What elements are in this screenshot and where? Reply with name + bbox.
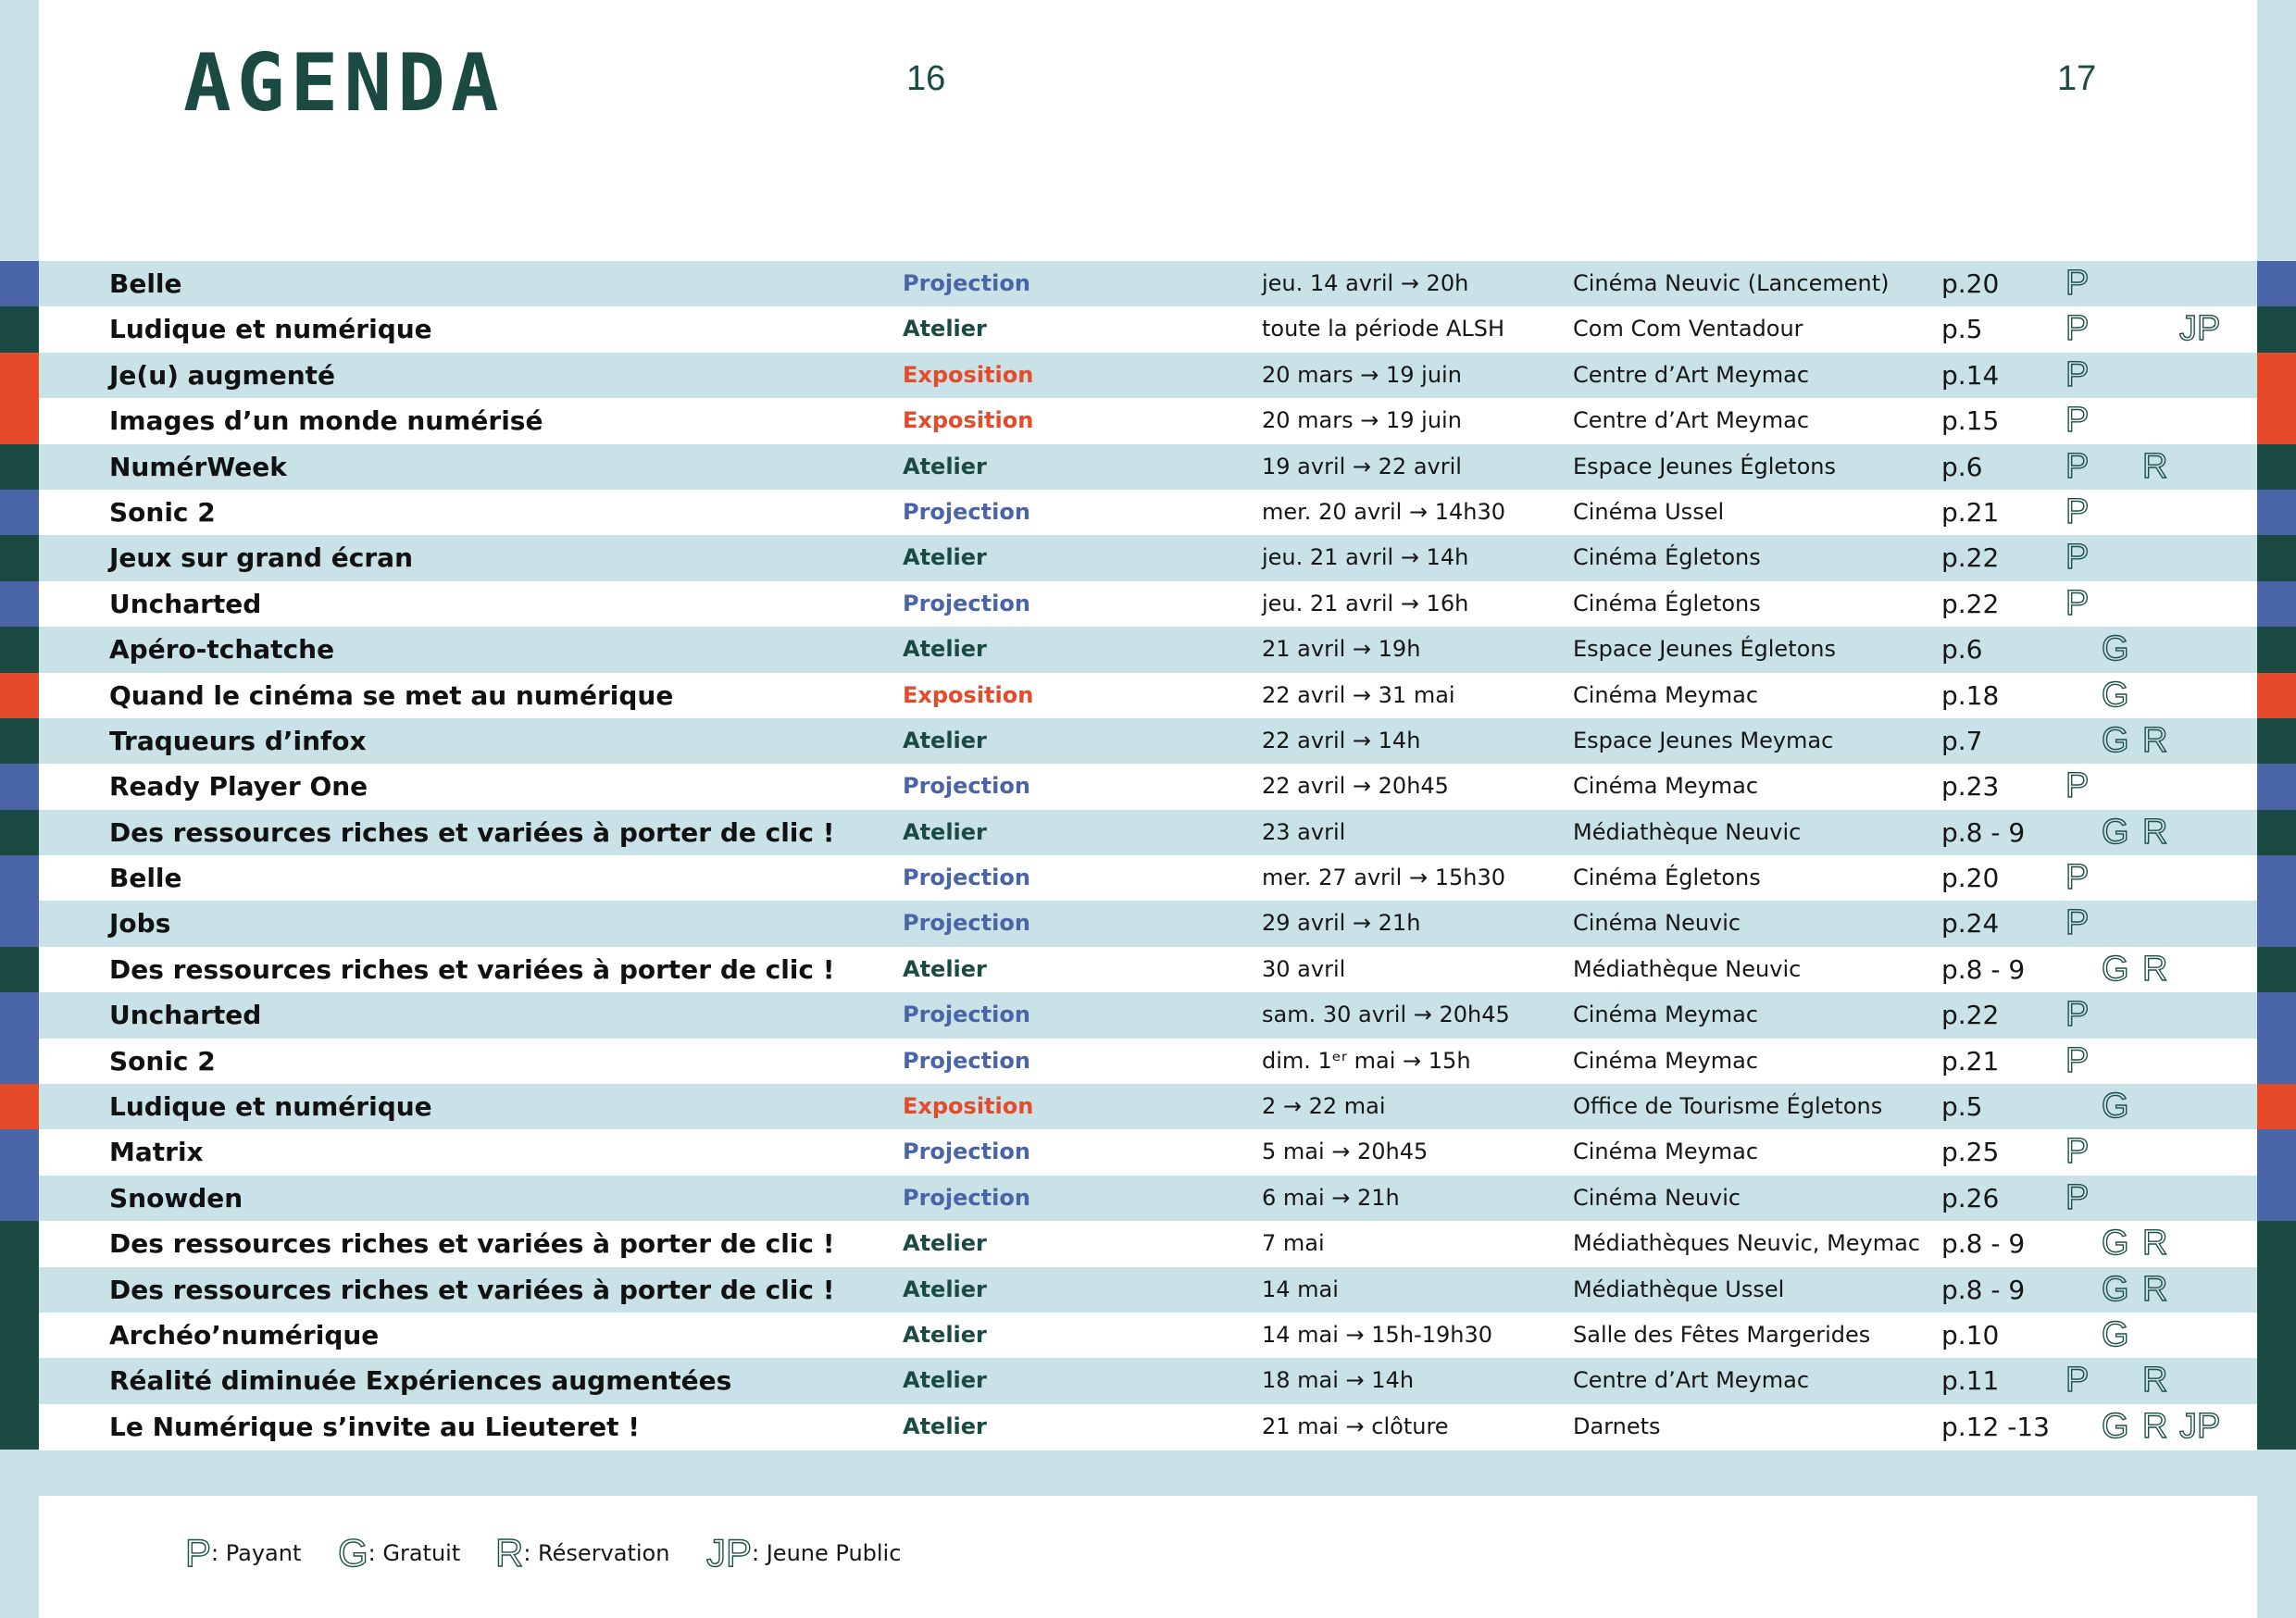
event-type: Exposition bbox=[903, 361, 1034, 388]
g-icon: G bbox=[2102, 675, 2129, 715]
type-strip-left bbox=[0, 992, 39, 1038]
event-type: Projection bbox=[903, 773, 1030, 800]
type-strip-right bbox=[2257, 1176, 2296, 1221]
event-title: Matrix bbox=[109, 1137, 204, 1168]
type-strip-left bbox=[0, 855, 39, 901]
event-title: Réalité diminuée Expériences augmentées bbox=[109, 1365, 732, 1397]
legend-item bbox=[706, 1526, 901, 1578]
page-number-right: 17 bbox=[2057, 59, 2097, 98]
event-date: 14 mai bbox=[1262, 1276, 1339, 1302]
type-strip-right bbox=[2257, 1221, 2296, 1266]
p-icon: P bbox=[185, 1531, 212, 1574]
row-band bbox=[39, 901, 2257, 946]
event-date: 21 mai → clôture bbox=[1262, 1413, 1449, 1439]
p-icon: P bbox=[2065, 264, 2090, 303]
r-icon: R bbox=[2142, 1406, 2168, 1446]
event-page: p.8 - 9 bbox=[1941, 953, 2026, 985]
row-band bbox=[39, 992, 2257, 1038]
type-strip-right bbox=[2257, 306, 2296, 352]
table-row bbox=[0, 1404, 2296, 1450]
r-icon: R bbox=[2142, 446, 2168, 486]
event-date: mer. 20 avril → 14h30 bbox=[1262, 498, 1506, 525]
event-place: Centre d’Art Meymac bbox=[1573, 1367, 1810, 1394]
event-page: p.20 bbox=[1941, 863, 2000, 894]
event-type: Exposition bbox=[903, 1093, 1034, 1120]
r-icon: R bbox=[2142, 1269, 2168, 1309]
table-row bbox=[0, 444, 2296, 490]
event-place: Cinéma Neuvic bbox=[1573, 1184, 1741, 1211]
table-row bbox=[0, 947, 2296, 992]
r-icon: R bbox=[495, 1531, 524, 1574]
table-row bbox=[0, 398, 2296, 443]
event-type: Projection bbox=[903, 1047, 1030, 1074]
type-strip-left bbox=[0, 947, 39, 992]
event-date: 5 mai → 20h45 bbox=[1262, 1139, 1429, 1165]
p-icon: P bbox=[2065, 355, 2090, 394]
event-place: Cinéma Meymac bbox=[1573, 1047, 1759, 1074]
event-title: Apéro-tchatche bbox=[109, 634, 335, 666]
legend-item bbox=[495, 1526, 669, 1578]
legend-item bbox=[338, 1526, 460, 1578]
table-row bbox=[0, 1084, 2296, 1129]
type-strip-right bbox=[2257, 261, 2296, 306]
type-strip-left bbox=[0, 581, 39, 627]
event-title: Des ressources riches et variées à porter de clic ! bbox=[109, 1274, 835, 1305]
event-place: Centre d’Art Meymac bbox=[1573, 407, 1810, 434]
row-band bbox=[39, 627, 2257, 672]
event-page: p.12 -13 bbox=[1941, 1411, 2050, 1442]
event-page: p.8 - 9 bbox=[1941, 816, 2026, 848]
type-strip-left bbox=[0, 1267, 39, 1313]
event-date: 20 mars → 19 juin bbox=[1262, 407, 1462, 434]
event-place: Darnets bbox=[1573, 1413, 1661, 1439]
event-place: Cinéma Égletons bbox=[1573, 544, 1761, 571]
event-date: 29 avril → 21h bbox=[1262, 910, 1421, 937]
event-title: Quand le cinéma se met au numérique bbox=[109, 679, 674, 711]
table-row bbox=[0, 1176, 2296, 1221]
type-strip-left bbox=[0, 627, 39, 672]
type-strip-left bbox=[0, 1313, 39, 1358]
p-icon: P bbox=[2065, 858, 2090, 898]
table-row bbox=[0, 810, 2296, 855]
type-strip-right bbox=[2257, 353, 2296, 398]
event-type: Atelier bbox=[903, 1321, 987, 1348]
event-place: Médiathèque Neuvic bbox=[1573, 818, 1802, 845]
r-icon: R bbox=[2142, 1361, 2168, 1400]
event-title: Uncharted bbox=[109, 588, 262, 619]
event-date: 22 avril → 31 mai bbox=[1262, 681, 1455, 708]
type-strip-left bbox=[0, 398, 39, 443]
event-type: Atelier bbox=[903, 1413, 987, 1439]
event-type: Atelier bbox=[903, 818, 987, 845]
p-icon: P bbox=[2065, 1361, 2090, 1400]
type-strip-left bbox=[0, 1404, 39, 1450]
event-date: dim. 1ᵉʳ mai → 15h bbox=[1262, 1047, 1471, 1074]
event-title: Je(u) augmenté bbox=[109, 359, 336, 391]
event-place: Espace Jeunes Égletons bbox=[1573, 453, 1837, 479]
p-icon: P bbox=[2065, 538, 2090, 578]
type-strip-left bbox=[0, 1039, 39, 1084]
event-place: Cinéma Meymac bbox=[1573, 1002, 1759, 1028]
p-icon: P bbox=[2065, 492, 2090, 531]
table-row bbox=[0, 1221, 2296, 1266]
table-row bbox=[0, 901, 2296, 946]
type-strip-left bbox=[0, 1176, 39, 1221]
type-strip-left bbox=[0, 1358, 39, 1403]
event-place: Médiathèque Ussel bbox=[1573, 1276, 1785, 1302]
event-place: Médiathèques Neuvic, Meymac bbox=[1573, 1230, 1921, 1257]
event-type: Atelier bbox=[903, 316, 987, 342]
event-page: p.26 bbox=[1941, 1182, 2000, 1214]
event-place: Espace Jeunes Meymac bbox=[1573, 727, 1834, 753]
type-strip-right bbox=[2257, 947, 2296, 992]
page-title: AGENDA bbox=[183, 37, 505, 130]
g-icon: G bbox=[2102, 1406, 2129, 1446]
type-strip-right bbox=[2257, 718, 2296, 764]
legend-label: : Payant bbox=[211, 1540, 302, 1566]
page-number-left: 16 bbox=[906, 59, 946, 98]
legend-label: : Gratuit bbox=[368, 1540, 461, 1566]
event-type: Projection bbox=[903, 590, 1030, 616]
table-row bbox=[0, 535, 2296, 580]
table-row bbox=[0, 992, 2296, 1038]
event-date: toute la période ALSH bbox=[1262, 316, 1505, 342]
event-place: Cinéma Égletons bbox=[1573, 590, 1761, 616]
p-icon: P bbox=[2065, 995, 2090, 1035]
legend-label: : Jeune Public bbox=[752, 1540, 902, 1566]
event-title: Ludique et numérique bbox=[109, 1091, 432, 1123]
type-strip-left bbox=[0, 261, 39, 306]
event-type: Projection bbox=[903, 270, 1030, 296]
row-band bbox=[39, 1176, 2257, 1221]
type-strip-right bbox=[2257, 1267, 2296, 1313]
r-icon: R bbox=[2142, 949, 2168, 989]
type-strip-right bbox=[2257, 992, 2296, 1038]
type-strip-right bbox=[2257, 901, 2296, 946]
type-strip-right bbox=[2257, 855, 2296, 901]
event-title: Jeux sur grand écran bbox=[109, 542, 414, 574]
p-icon: P bbox=[2065, 766, 2090, 806]
g-icon: G bbox=[2102, 1224, 2129, 1263]
event-type: Projection bbox=[903, 1139, 1030, 1165]
event-type: Projection bbox=[903, 865, 1030, 891]
table-row bbox=[0, 1313, 2296, 1358]
event-page: p.20 bbox=[1941, 268, 2000, 299]
event-type: Atelier bbox=[903, 955, 987, 982]
event-type: Atelier bbox=[903, 727, 987, 753]
event-page: p.25 bbox=[1941, 1137, 2000, 1168]
table-row bbox=[0, 261, 2296, 306]
legend-label: : Réservation bbox=[523, 1540, 670, 1566]
event-date: 20 mars → 19 juin bbox=[1262, 361, 1462, 388]
event-date: jeu. 14 avril → 20h bbox=[1262, 270, 1469, 296]
event-page: p.22 bbox=[1941, 588, 2000, 619]
g-icon: G bbox=[2102, 720, 2129, 760]
type-strip-left bbox=[0, 764, 39, 809]
p-icon: P bbox=[2065, 903, 2090, 943]
r-icon: R bbox=[2142, 1224, 2168, 1263]
event-page: p.14 bbox=[1941, 359, 2000, 391]
type-strip-right bbox=[2257, 764, 2296, 809]
type-strip-left bbox=[0, 1129, 39, 1175]
event-page: p.22 bbox=[1941, 542, 2000, 574]
event-page: p.10 bbox=[1941, 1319, 2000, 1350]
event-place: Office de Tourisme Égletons bbox=[1573, 1093, 1883, 1120]
table-row bbox=[0, 855, 2296, 901]
type-strip-left bbox=[0, 901, 39, 946]
event-title: Belle bbox=[109, 863, 182, 894]
type-strip-left bbox=[0, 306, 39, 352]
event-type: Atelier bbox=[903, 1230, 987, 1257]
event-title: Uncharted bbox=[109, 1000, 262, 1031]
type-strip-left bbox=[0, 1221, 39, 1266]
event-place: Com Com Ventadour bbox=[1573, 316, 1803, 342]
event-place: Cinéma Égletons bbox=[1573, 865, 1761, 891]
event-place: Espace Jeunes Égletons bbox=[1573, 636, 1837, 663]
type-strip-right bbox=[2257, 1084, 2296, 1129]
event-date: 22 avril → 20h45 bbox=[1262, 773, 1449, 800]
event-type: Projection bbox=[903, 1002, 1030, 1028]
type-strip-right bbox=[2257, 1039, 2296, 1084]
event-page: p.18 bbox=[1941, 679, 2000, 711]
event-type: Exposition bbox=[903, 407, 1034, 434]
row-band bbox=[39, 718, 2257, 764]
event-type: Atelier bbox=[903, 1367, 987, 1394]
type-strip-left bbox=[0, 444, 39, 490]
p-icon: P bbox=[2065, 583, 2090, 623]
r-icon: R bbox=[2142, 720, 2168, 760]
event-place: Centre d’Art Meymac bbox=[1573, 361, 1810, 388]
table-row bbox=[0, 1267, 2296, 1313]
table-row bbox=[0, 306, 2296, 352]
table-row bbox=[0, 1129, 2296, 1175]
event-place: Cinéma Neuvic (Lancement) bbox=[1573, 270, 1890, 296]
event-type: Atelier bbox=[903, 636, 987, 663]
type-strip-left bbox=[0, 535, 39, 580]
p-icon: P bbox=[2065, 401, 2090, 441]
type-strip-right bbox=[2257, 1313, 2296, 1358]
type-strip-left bbox=[0, 718, 39, 764]
jp-icon: JP bbox=[706, 1531, 753, 1574]
event-page: p.6 bbox=[1941, 451, 1983, 482]
jp-icon: JP bbox=[2179, 309, 2221, 349]
table-row bbox=[0, 627, 2296, 672]
event-page: p.21 bbox=[1941, 496, 2000, 528]
event-place: Cinéma Meymac bbox=[1573, 773, 1759, 800]
event-title: Belle bbox=[109, 268, 182, 299]
table-row bbox=[0, 490, 2296, 535]
type-strip-left bbox=[0, 1084, 39, 1129]
event-title: Snowden bbox=[109, 1182, 243, 1214]
event-date: 23 avril bbox=[1262, 818, 1346, 845]
event-page: p.7 bbox=[1941, 725, 1983, 756]
g-icon: G bbox=[2102, 1269, 2129, 1309]
type-strip-right bbox=[2257, 490, 2296, 535]
type-strip-left bbox=[0, 810, 39, 855]
r-icon: R bbox=[2142, 812, 2168, 852]
event-date: 21 avril → 19h bbox=[1262, 636, 1421, 663]
g-icon: G bbox=[338, 1531, 368, 1574]
event-place: Cinéma Meymac bbox=[1573, 1139, 1759, 1165]
type-strip-left bbox=[0, 673, 39, 718]
event-date: jeu. 21 avril → 14h bbox=[1262, 544, 1469, 571]
table-row bbox=[0, 1039, 2296, 1084]
row-band bbox=[39, 261, 2257, 306]
event-page: p.22 bbox=[1941, 1000, 2000, 1031]
event-date: 6 mai → 21h bbox=[1262, 1184, 1400, 1211]
event-date: jeu. 21 avril → 16h bbox=[1262, 590, 1469, 616]
event-title: NumérWeek bbox=[109, 451, 287, 482]
event-page: p.8 - 9 bbox=[1941, 1274, 2026, 1305]
event-type: Atelier bbox=[903, 453, 987, 479]
event-title: Des ressources riches et variées à porter de clic ! bbox=[109, 816, 835, 848]
event-type: Projection bbox=[903, 1184, 1030, 1211]
event-page: p.15 bbox=[1941, 405, 2000, 437]
table-row bbox=[0, 353, 2296, 398]
event-date: 7 mai bbox=[1262, 1230, 1325, 1257]
event-place: Cinéma Ussel bbox=[1573, 498, 1725, 525]
event-date: 18 mai → 14h bbox=[1262, 1367, 1415, 1394]
type-strip-right bbox=[2257, 1358, 2296, 1403]
event-type: Atelier bbox=[903, 1276, 987, 1302]
event-page: p.8 - 9 bbox=[1941, 1228, 2026, 1260]
event-title: Jobs bbox=[109, 908, 171, 940]
type-strip-right bbox=[2257, 810, 2296, 855]
event-page: p.6 bbox=[1941, 634, 1983, 666]
p-icon: P bbox=[2065, 1177, 2090, 1217]
event-title: Ready Player One bbox=[109, 771, 368, 803]
event-title: Images d’un monde numérisé bbox=[109, 405, 543, 437]
agenda-table bbox=[0, 261, 2296, 1450]
type-strip-right bbox=[2257, 1404, 2296, 1450]
p-icon: P bbox=[2065, 1132, 2090, 1172]
g-icon: G bbox=[2102, 629, 2129, 669]
event-date: 30 avril bbox=[1262, 955, 1346, 982]
legend-item bbox=[185, 1526, 301, 1578]
event-place: Cinéma Meymac bbox=[1573, 681, 1759, 708]
event-type: Exposition bbox=[903, 681, 1034, 708]
event-date: 19 avril → 22 avril bbox=[1262, 453, 1462, 479]
p-icon: P bbox=[2065, 309, 2090, 349]
type-strip-right bbox=[2257, 673, 2296, 718]
g-icon: G bbox=[2102, 812, 2129, 852]
event-title: Des ressources riches et variées à porter de clic ! bbox=[109, 1228, 835, 1260]
event-page: p.24 bbox=[1941, 908, 2000, 940]
event-title: Des ressources riches et variées à porter de clic ! bbox=[109, 953, 835, 985]
event-title: Sonic 2 bbox=[109, 496, 216, 528]
event-page: p.5 bbox=[1941, 1091, 1983, 1123]
type-strip-right bbox=[2257, 581, 2296, 627]
table-row bbox=[0, 581, 2296, 627]
jp-icon: JP bbox=[2179, 1406, 2221, 1446]
event-title: Archéo’numérique bbox=[109, 1319, 380, 1350]
event-title: Sonic 2 bbox=[109, 1045, 216, 1077]
event-date: 22 avril → 14h bbox=[1262, 727, 1421, 753]
footer-band bbox=[39, 1450, 2257, 1496]
type-strip-right bbox=[2257, 627, 2296, 672]
event-place: Médiathèque Neuvic bbox=[1573, 955, 1802, 982]
type-strip-right bbox=[2257, 444, 2296, 490]
table-row bbox=[0, 1358, 2296, 1403]
event-place: Salle des Fêtes Margerides bbox=[1573, 1321, 1871, 1348]
type-strip-left bbox=[0, 490, 39, 535]
event-type: Projection bbox=[903, 498, 1030, 525]
event-date: mer. 27 avril → 15h30 bbox=[1262, 865, 1506, 891]
event-date: 2 → 22 mai bbox=[1262, 1093, 1386, 1120]
row-band bbox=[39, 353, 2257, 398]
event-page: p.5 bbox=[1941, 314, 1983, 345]
table-row bbox=[0, 718, 2296, 764]
event-title: Ludique et numérique bbox=[109, 314, 432, 345]
type-strip-right bbox=[2257, 1129, 2296, 1175]
event-type: Projection bbox=[903, 910, 1030, 937]
table-row bbox=[0, 673, 2296, 718]
g-icon: G bbox=[2102, 1087, 2129, 1126]
event-page: p.23 bbox=[1941, 771, 2000, 803]
g-icon: G bbox=[2102, 1314, 2129, 1354]
event-title: Le Numérique s’invite au Lieuteret ! bbox=[109, 1411, 641, 1442]
type-strip-left bbox=[0, 353, 39, 398]
row-band bbox=[39, 444, 2257, 490]
event-date: 14 mai → 15h-19h30 bbox=[1262, 1321, 1492, 1348]
event-date: sam. 30 avril → 20h45 bbox=[1262, 1002, 1510, 1028]
event-place: Cinéma Neuvic bbox=[1573, 910, 1741, 937]
p-icon: P bbox=[2065, 446, 2090, 486]
table-row bbox=[0, 764, 2296, 809]
type-strip-right bbox=[2257, 535, 2296, 580]
g-icon: G bbox=[2102, 949, 2129, 989]
p-icon: P bbox=[2065, 1040, 2090, 1080]
event-type: Atelier bbox=[903, 544, 987, 571]
event-title: Traqueurs d’infox bbox=[109, 725, 367, 756]
event-page: p.11 bbox=[1941, 1365, 2000, 1397]
event-page: p.21 bbox=[1941, 1045, 2000, 1077]
type-strip-right bbox=[2257, 398, 2296, 443]
